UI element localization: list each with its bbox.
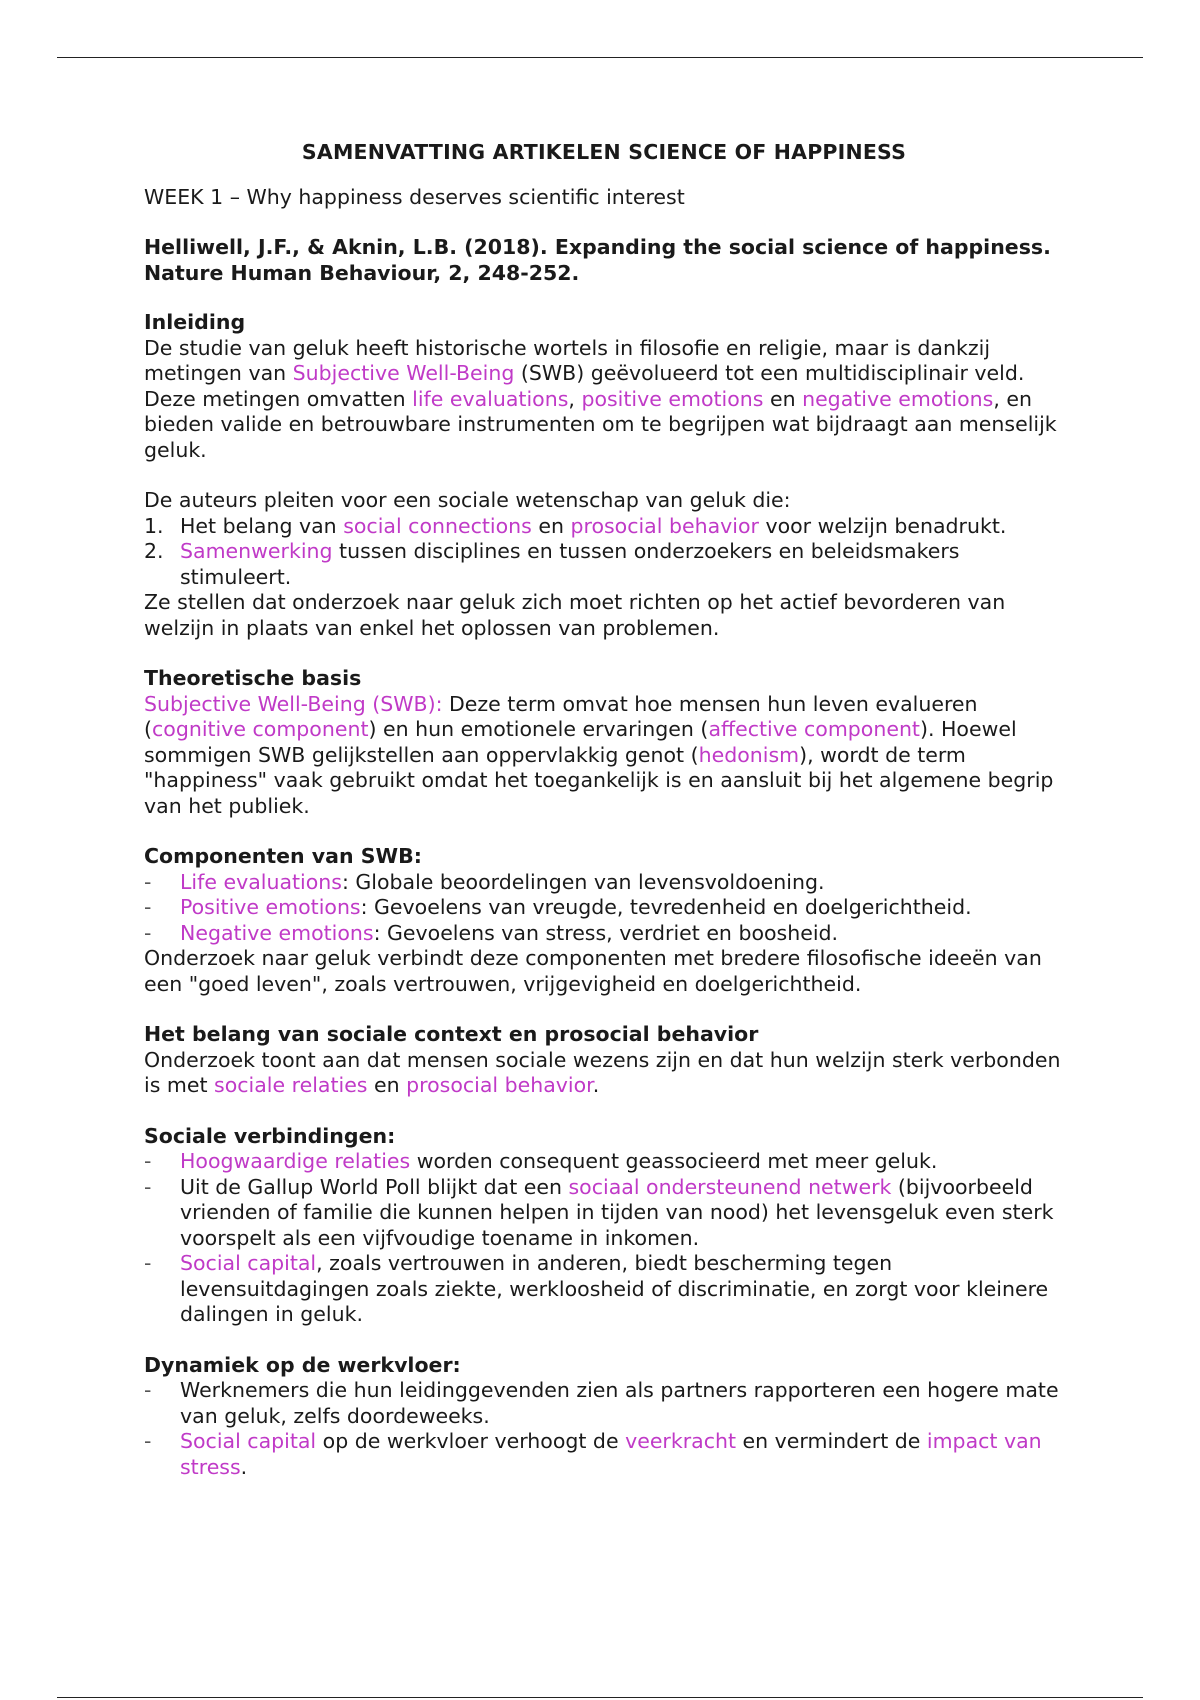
list-marker: 1.	[144, 513, 164, 538]
section-title-werkvloer: Dynamiek op de werkvloer:	[144, 1352, 461, 1377]
list-item	[144, 870, 1064, 896]
werkvloer-bullet-list	[144, 1378, 1064, 1480]
highlighted-term: prosocial behavior	[570, 513, 759, 538]
article-citation: Helliwell, J.F., & Aknin, L.B. (2018). Expanding the social science of happiness. Nature Human Behaviour, 2, 248-252.	[144, 235, 1051, 285]
list-item-text: Het belang van social connections en prosocial behavior voor welzijn benadrukt.	[180, 513, 1007, 538]
inleiding-paragraph: De studie van geluk heeft historische wortels in filosofie en religie, maar is dankzij metingen van Subjective Well-Being (SWB) geëvolueerd tot een multidisciplinair veld. Deze metingen omvatten life evaluations, positive emotions en negative emotions, en bieden valide en betrouwbare instrumenten om te begrijpen wat bijdraagt aan menselijk geluk.	[144, 335, 1057, 462]
highlighted-term: Positive emotions	[180, 895, 361, 919]
highlighted-term: prosocial behavior	[406, 1073, 593, 1097]
section-title-componenten: Componenten van SWB:	[144, 844, 422, 868]
list-item-text: Life evaluations: Globale beoordelingen van levensvoldoening.	[180, 869, 825, 894]
list-marker: -	[144, 1378, 152, 1402]
list-item	[144, 1251, 1064, 1328]
highlighted-term: Samenwerking	[180, 539, 333, 563]
section-title-inleiding: Inleiding	[144, 310, 246, 334]
list-item-text: Samenwerking tussen disciplines en tussen onderzoekers en beleidsmakers stimuleert.	[180, 539, 960, 589]
list-item	[144, 1175, 1064, 1252]
list-marker: -	[144, 869, 152, 894]
list-marker: 2.	[144, 539, 164, 563]
list-item	[144, 1149, 1064, 1175]
highlighted-term: cognitive component	[152, 717, 369, 741]
document-body	[144, 140, 1064, 1480]
list-marker: -	[144, 1149, 152, 1173]
list-item	[144, 1429, 1064, 1480]
highlighted-term: Life evaluations	[180, 869, 342, 894]
list-item-text: Negative emotions: Gevoelens van stress, verdriet en boosheid.	[180, 920, 839, 945]
highlighted-term: negative emotions	[802, 386, 994, 411]
highlighted-term: Hoogwaardige relaties	[180, 1149, 411, 1173]
theorie-paragraph: Subjective Well-Being (SWB): Deze term omvat hoe mensen hun leven evalueren (cognitive component) en hun emotionele ervaringen (affective component). Hoewel sommigen SWB gelijkstellen aan oppervlakkig genot (hedonism), wordt de term "happiness" vaak gebruikt omdat het toegankelijk is en aansluit bij het algemene begrip van het publiek.	[144, 691, 1054, 818]
highlighted-term: Social capital	[180, 1429, 317, 1453]
highlighted-term: social connections	[343, 513, 532, 538]
list-item-text: Werknemers die hun leidinggevenden zien als partners rapporteren een hogere mate van geluk, zelfs doordeweeks.	[180, 1378, 1059, 1428]
inleiding-numbered-list	[144, 514, 1064, 591]
highlighted-term: sociaal ondersteunend netwerk	[568, 1174, 892, 1199]
verbindingen-bullet-list	[144, 1149, 1064, 1328]
section-title-theorie: Theoretische basis	[144, 666, 362, 690]
highlighted-term: Social capital	[180, 1251, 317, 1275]
list-marker: -	[144, 1251, 152, 1275]
document-title: SAMENVATTING ARTIKELEN SCIENCE OF HAPPINESS	[301, 140, 907, 164]
header-rule	[57, 57, 1143, 58]
week-heading: WEEK 1 – Why happiness deserves scientific interest	[144, 184, 685, 209]
list-marker: -	[144, 920, 152, 945]
list-marker: -	[144, 1429, 152, 1453]
sociale-context-paragraph: Onderzoek toont aan dat mensen sociale wezens zijn en dat hun welzijn sterk verbonden is met sociale relaties en prosocial behavior.	[144, 1047, 1061, 1097]
list-item-text: Uit de Gallup World Poll blijkt dat een sociaal ondersteunend netwerk (bijvoorbeeld vrienden of familie die kunnen helpen in tijden van nood) het levensgeluk even sterk voorspelt als een vijfvoudige toename in inkomen.	[180, 1174, 1054, 1250]
section-title-sociale-context: Het belang van sociale context en prosocial behavior	[144, 1022, 759, 1046]
list-item	[144, 539, 1064, 590]
list-item-text: Social capital op de werkvloer verhoogt de veerkracht en vermindert de impact van stress.	[180, 1429, 1042, 1479]
list-item	[144, 1378, 1064, 1429]
footer-rule	[57, 1697, 1143, 1698]
list-item	[144, 514, 1064, 540]
inleiding-conclusion: Ze stellen dat onderzoek naar geluk zich moet richten op het actief bevorderen van welzijn in plaats van enkel het oplossen van problemen.	[144, 590, 1006, 640]
highlighted-term: positive emotions	[581, 386, 764, 411]
list-marker: -	[144, 895, 152, 919]
highlighted-term: veerkracht	[625, 1429, 737, 1453]
list-item	[144, 895, 1064, 921]
highlighted-term: Subjective Well-Being (SWB):	[144, 691, 443, 716]
inleiding-intro-line: De auteurs pleiten voor een sociale wetenschap van geluk die:	[144, 488, 791, 512]
componenten-paragraph: Onderzoek naar geluk verbindt deze componenten met bredere filosofische ideeën van een "goed leven", zoals vertrouwen, vrijgevigheid en doelgerichtheid.	[144, 946, 1042, 996]
list-marker: -	[144, 1174, 152, 1199]
list-item-text: Social capital, zoals vertrouwen in anderen, biedt bescherming tegen levensuitdagingen zoals ziekte, werkloosheid of discriminatie, en zorgt voor kleinere dalingen in geluk.	[180, 1251, 1049, 1326]
list-item-text: Hoogwaardige relaties worden consequent geassocieerd met meer geluk.	[180, 1149, 938, 1173]
highlighted-term: affective component	[708, 717, 920, 741]
highlighted-term: life evaluations	[412, 386, 569, 411]
highlighted-term: hedonism	[698, 742, 800, 767]
section-title-verbindingen: Sociale verbindingen:	[144, 1123, 396, 1148]
highlighted-term: sociale relaties	[214, 1073, 368, 1097]
list-item-text: Positive emotions: Gevoelens van vreugde, tevredenheid en doelgerichtheid.	[180, 895, 972, 919]
highlighted-term: impact van stress	[180, 1429, 1042, 1479]
highlighted-term: Subjective Well-Being	[292, 361, 515, 385]
list-item	[144, 921, 1064, 947]
highlighted-term: Negative emotions	[180, 920, 374, 945]
componenten-bullet-list	[144, 870, 1064, 947]
